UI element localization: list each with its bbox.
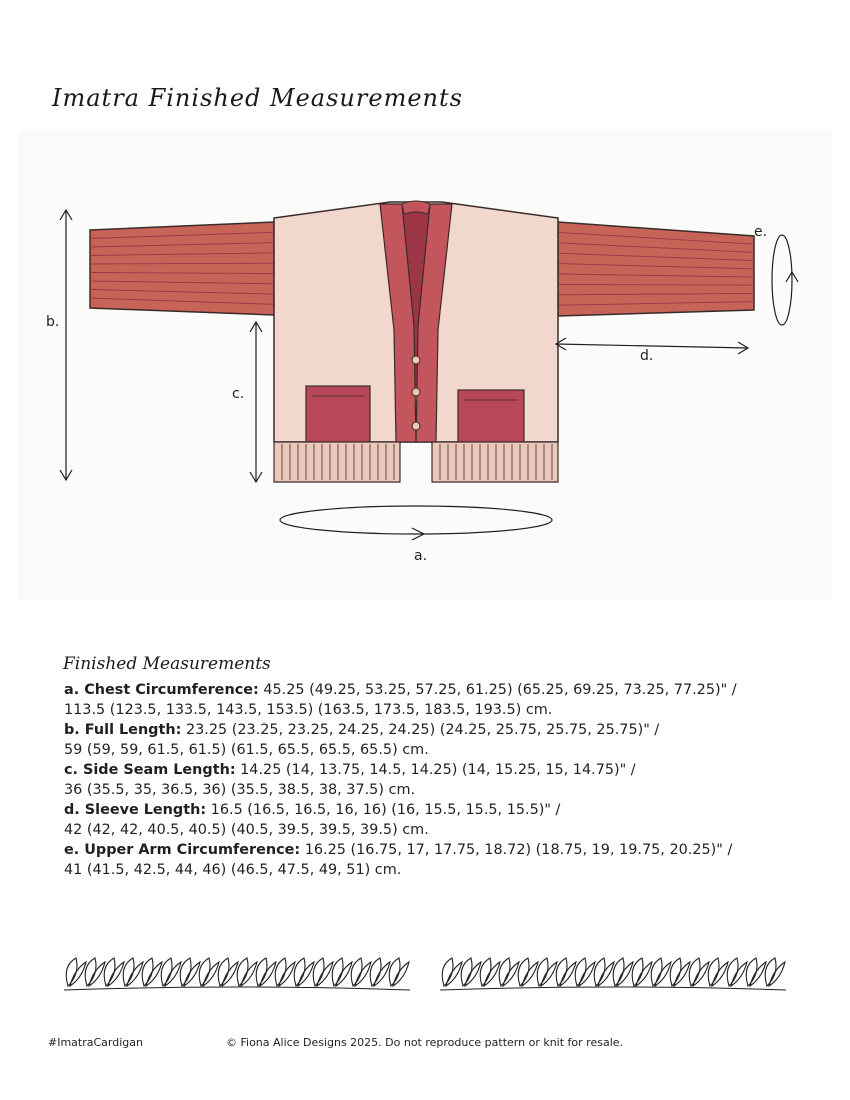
leaf-shape [355,962,371,986]
measurement-d [64,800,804,840]
leaf-shape [108,962,124,986]
leaf-shape [769,962,785,986]
leaf-shape [317,962,333,986]
leaf-shape [598,962,614,986]
leaf-shape [127,962,143,986]
leaf-shape [446,962,462,986]
measurement-e [64,840,804,880]
leaf-shape [298,962,314,986]
measurement-metric: 42 (42, 42, 40.5, 40.5) (40.5, 39.5, 39.5, 39.5) cm. [64,822,429,838]
section-title: Finished Measurements [63,654,271,674]
leaf-shape [674,962,690,986]
leaf-shape [184,962,200,986]
leaf-shape [165,962,181,986]
leaf-shape [579,962,595,986]
leaf-shape [750,962,766,986]
label-d: d. [640,348,654,364]
cardigan-schematic-illustration [18,130,832,600]
footer-copyright: © Fiona Alice Designs 2025. Do not reproduce pattern or knit for resale. [226,1036,624,1049]
measurement-imperial: 16.5 (16.5, 16.5, 16, 16) (16, 15.5, 15.5, 15.5)" / [206,802,561,818]
left-pocket [306,386,370,442]
footer-hashtag: #ImatraCardigan [48,1036,143,1049]
measurement-label: b. Full Length: [64,722,182,738]
measurement-b [64,720,804,760]
leaf-shape [70,962,86,986]
leaf-shape [712,962,728,986]
measurement-imperial: 14.25 (14, 13.75, 14.5, 14.25) (14, 15.25, 15, 14.75)" / [235,762,636,778]
button [412,356,420,364]
leaf-shape [541,962,557,986]
label-e: e. [754,224,768,240]
leaf-shape [336,962,352,986]
leaf-shape [636,962,652,986]
button [412,422,420,430]
measurement-metric: 36 (35.5, 35, 36.5, 36) (35.5, 38.5, 38, 37.5) cm. [64,782,416,798]
leaf-shape [465,962,481,986]
button [412,388,420,396]
leaf-shape [260,962,276,986]
measurement-metric: 41 (41.5, 42.5, 44, 46) (46.5, 47.5, 49, 51) cm. [64,862,402,878]
leaf-shape [89,962,105,986]
label-a: a. [414,548,428,564]
leaf-row-base [64,987,410,990]
measurement-imperial: 23.25 (23.25, 23.25, 24.25, 24.25) (24.25, 25.75, 25.75, 25.75)" / [181,722,660,738]
measurement-metric: 59 (59, 59, 61.5, 61.5) (61.5, 65.5, 65.5, 65.5) cm. [64,742,429,758]
leaf-shape [693,962,709,986]
leaf-shape [731,962,747,986]
cardigan-drawing [18,130,832,600]
leaf-shape [522,962,538,986]
leaf-border-decoration [60,950,796,998]
collar-rib [402,201,430,214]
measurement-c [64,760,804,800]
page-title: Imatra Finished Measurements [52,84,463,112]
measurement-metric: 113.5 (123.5, 133.5, 143.5, 153.5) (163.5, 173.5, 183.5, 193.5) cm. [64,702,553,718]
leaf-shape [503,962,519,986]
label-c: c. [232,386,245,402]
measurement-imperial: 45.25 (49.25, 53.25, 57.25, 61.25) (65.25, 69.25, 73.25, 77.25)" / [258,682,737,698]
leaf-shape [146,962,162,986]
measurement-a [64,680,804,720]
measurement-label: e. Upper Arm Circumference: [64,842,301,858]
leaf-shape [222,962,238,986]
leaf-shape [560,962,576,986]
measurement-label: c. Side Seam Length: [64,762,236,778]
measurements-list [64,680,804,880]
leaf-shape [617,962,633,986]
label-b: b. [46,314,60,330]
right-pocket [458,390,524,442]
leaf-shape [374,962,390,986]
leaf-shape [203,962,219,986]
measurement-label: a. Chest Circumference: [64,682,259,698]
arrow-e-upper-arm [772,235,792,325]
leaf-shape [484,962,500,986]
leaf-shape [655,962,671,986]
leaf-shape [279,962,295,986]
measurement-label: d. Sleeve Length: [64,802,207,818]
measurement-imperial: 16.25 (16.75, 17, 17.75, 18.72) (18.75, 19, 19.75, 20.25)" / [300,842,733,858]
leaf-row-base [440,987,786,990]
leaf-shape [393,962,409,986]
hem-rib [274,442,558,482]
leaf-shape [241,962,257,986]
